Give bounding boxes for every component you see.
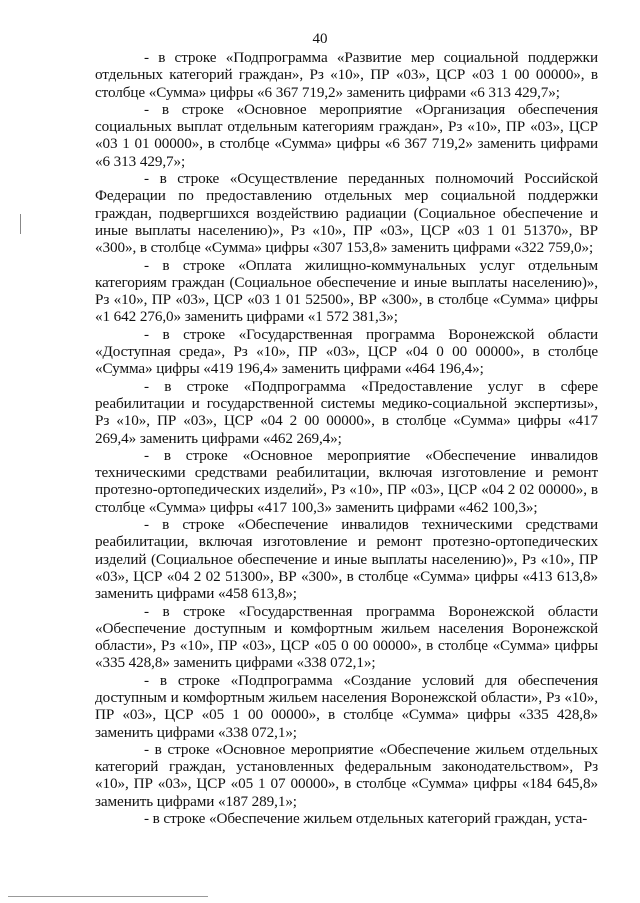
paragraph: - в строке «Оплата жилищно-коммунальных услуг отдельным категориям граждан (Социальное обеспечение и иные выплаты населению)», Рз «10», ПР «03», ЦСР «03 1 01 52500», ВР «300», в столбце «Сумма» цифры «1 642 276,0» заменить цифрами «1 572 381,3»; [95,256,598,326]
bottom-rule [8,896,208,897]
margin-mark [20,214,21,234]
paragraph: - в строке «Обеспечение инвалидов техническими средствами реабилитации, включая изготовление и ремонт протезно-ортопедических изделий (Социальное обеспечение и иные выплаты населению)», Рз «10», ПР «03», ЦСР «04 2 02 51300», ВР «300», в столбце «Сумма» цифры «413 613,8» заменить цифрами «458 613,8»; [95,516,598,603]
paragraph: - в строке «Основное мероприятие «Обеспечение жильем отдельных категорий граждан, установленных федеральным законодательством», Рз «10», ПР «03», ЦСР «05 1 07 00000», в столбце «Сумма» цифры «184 645,8» заменить цифрами «187 289,1»; [95,740,598,810]
document-body [95,49,598,827]
page-number: 40 [312,31,328,47]
paragraph: - в строке «Подпрограмма «Развитие мер социальной поддержки отдельных категорий граждан», Рз «10», ПР «03», ЦСР «03 1 00 00000», в столбце «Сумма» цифры «6 367 719,2» заменить цифрами «6 313 429,7»; [95,49,598,101]
paragraph: - в строке «Подпрограмма «Создание условий для обеспечения доступным и комфортным жильем населения Воронежской области», Рз «10», ПР «03», ЦСР «05 1 00 00000», в столбце «Сумма» цифры «335 428,8» заменить цифрами «338 072,1»; [95,671,598,741]
paragraph: - в строке «Основное мероприятие «Организация обеспечения социальных выплат отдельным категориям граждан», Рз «10», ПР «03», ЦСР «03 1 01 00000», в столбце «Сумма» цифры «6 367 719,2» заменить цифрами «6 313 429,7»; [95,100,598,170]
paragraph: - в строке «Осуществление переданных полномочий Российской Федерации по предоставлению отдельных мер социальной поддержки граждан, подвергшихся воздействию радиации (Социальное обеспечение и иные выплаты населению)», Рз «10», ПР «03», ЦСР «03 1 01 51370», ВР «300», в столбце «Сумма» цифры «307 153,8» заменить цифрами «322 759,0»; [95,170,598,257]
paragraph: - в строке «Обеспечение жильем отдельных категорий граждан, уста- [144,810,588,828]
paragraph: - в строке «Государственная программа Воронежской области «Доступная среда», Рз «10», ПР «03», ЦСР «04 0 00 00000», в столбце «Сумма» цифры «419 196,4» заменить цифрами «464 196,4»; [95,325,598,378]
paragraph: - в строке «Государственная программа Воронежской области «Обеспечение доступным и комфортным жильем населения Воронежской области», Рз «10», ПР «03», ЦСР «05 0 00 00000», в столбце «Сумма» цифры «335 428,8» заменить цифрами «338 072,1»; [95,602,598,672]
paragraph: - в строке «Основное мероприятие «Обеспечение инвалидов техническими средствами реабилитации, включая изготовление и ремонт протезно-ортопедических изделий», Рз «10», ПР «03», ЦСР «04 2 02 00000», в столбце «Сумма» цифры «417 100,3» заменить цифрами «462 100,3»; [95,446,598,516]
paragraph: - в строке «Подпрограмма «Предоставление услуг в сфере реабилитации и государственной системы медико-социальной экспертизы», Рз «10», ПР «03», ЦСР «04 2 00 00000», в столбце «Сумма» цифры «417 269,4» заменить цифрами «462 269,4»; [95,377,598,447]
